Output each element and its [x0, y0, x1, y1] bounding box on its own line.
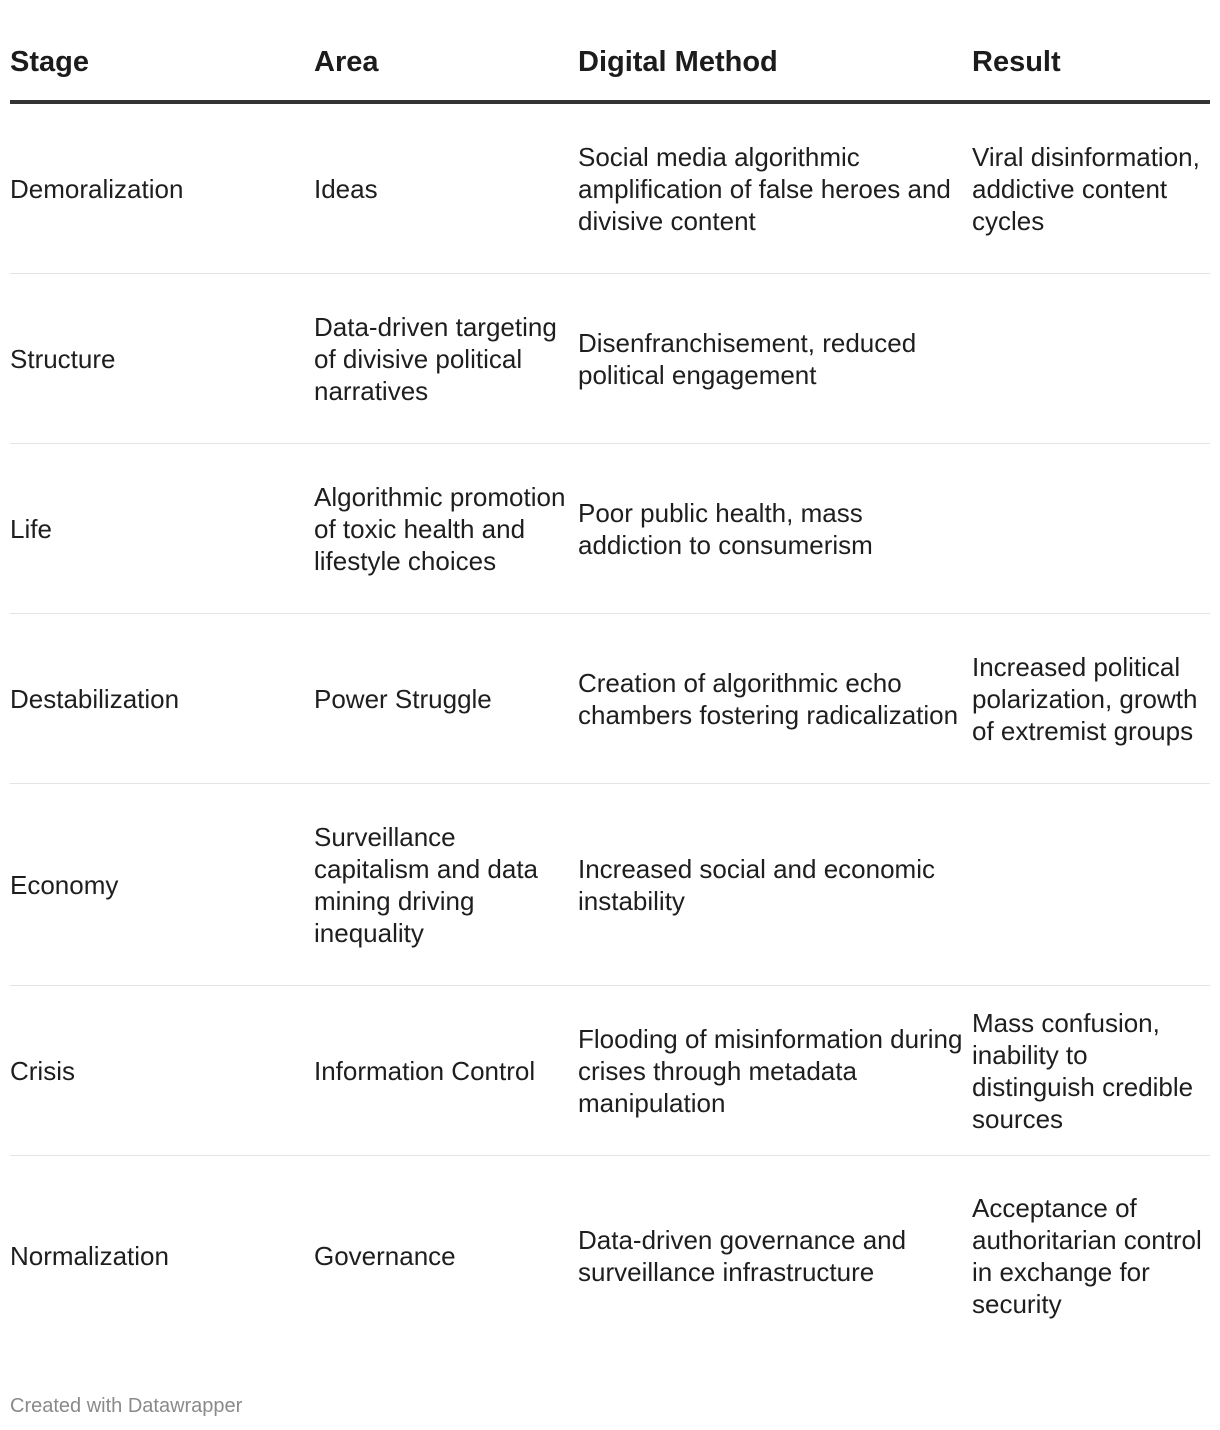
cell-digital-method: Data-driven governance and surveillance infrastructure	[578, 1225, 907, 1287]
cell-digital-method: Disenfranchisement, reduced political engagement	[578, 274, 972, 444]
table-row	[10, 986, 1210, 1156]
cell-result: Mass confusion, inability to distinguish credible sources	[972, 986, 1210, 1156]
cell-stage: Normalization	[10, 1241, 169, 1271]
cell-result	[972, 444, 1210, 614]
cell-area: Governance	[314, 1241, 456, 1271]
column-header-area: Area	[314, 28, 578, 102]
cell-area: Algorithmic promotion of toxic health and lifestyle choices	[314, 444, 578, 614]
cell-digital-method: Social media algorithmic amplification of false heroes and divisive content	[578, 102, 972, 274]
table-row	[10, 274, 1210, 444]
cell-result: Viral disinformation, addictive content cycles	[972, 102, 1210, 274]
table-row	[10, 614, 1210, 784]
table-header	[10, 28, 1210, 102]
table-row	[10, 102, 1210, 274]
cell-digital-method: Flooding of misinformation during crises through metadata manipulation	[578, 986, 972, 1156]
cell-result: Increased political polarization, growth of extremist groups	[972, 614, 1210, 784]
cell-area: Ideas	[314, 102, 578, 274]
cell-area: Power Struggle	[314, 614, 578, 784]
data-table-container	[10, 28, 1210, 1356]
cell-digital-method: Poor public health, mass addiction to consumerism	[578, 444, 972, 614]
cell-digital-method: Creation of algorithmic echo chambers fostering radicalization	[578, 614, 972, 784]
cell-area: Information Control	[314, 986, 578, 1156]
cell-stage: Life	[10, 444, 314, 614]
cell-result	[972, 274, 1210, 444]
cell-stage: Structure	[10, 274, 314, 444]
column-header-digital-method: Digital Method	[578, 28, 972, 102]
datawrapper-credit: Created with Datawrapper	[10, 1395, 243, 1417]
column-header-stage: Stage	[10, 28, 314, 102]
cell-stage: Crisis	[10, 986, 314, 1156]
cell-area: Data-driven targeting of divisive political narratives	[314, 274, 578, 444]
cell-digital-method: Increased social and economic instability	[578, 784, 972, 986]
cell-result	[972, 784, 1210, 986]
column-header-result: Result	[972, 28, 1210, 102]
table-body	[10, 102, 1210, 1356]
table-row	[10, 444, 1210, 614]
data-table	[10, 28, 1210, 1356]
cell-stage: Destabilization	[10, 614, 314, 784]
cell-stage: Demoralization	[10, 102, 314, 274]
cell-stage: Economy	[10, 784, 314, 986]
cell-area: Surveillance capitalism and data mining driving inequality	[314, 784, 578, 986]
table-row	[10, 1156, 1210, 1357]
table-row	[10, 784, 1210, 986]
cell-result: Acceptance of authoritarian control in exchange for security	[972, 1193, 1202, 1319]
header-row	[10, 28, 1210, 102]
